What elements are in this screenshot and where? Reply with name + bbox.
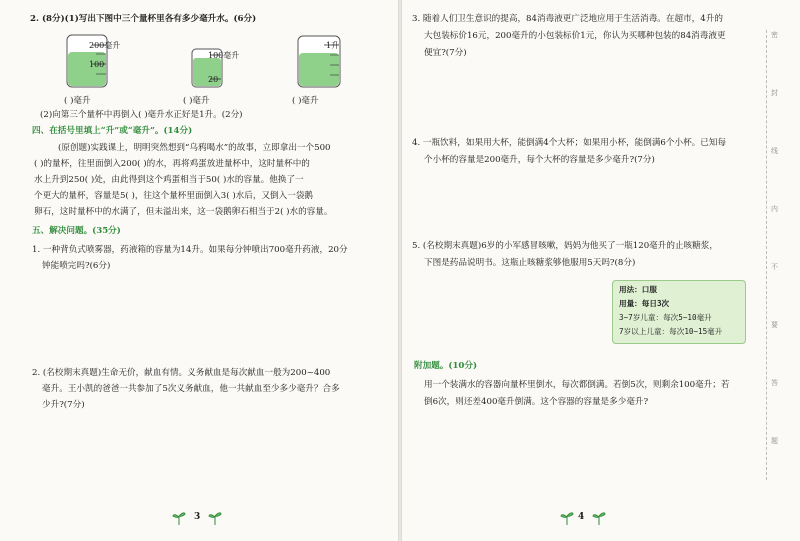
section-4-line-2: ( )的量杯，往里面倒入200( )的水，再将鸡蛋放进量杯中，这时量杯中的 <box>34 159 310 169</box>
side-char-7: 答 <box>771 379 778 387</box>
question-2-header: 2. (8分)(1)写出下图中三个量杯里各有多少毫升水。(6分) <box>30 14 257 24</box>
side-char-4: 内 <box>771 205 778 213</box>
extra-question-line-1: 用一个装满水的容器向量杯里倒水，每次都倒满。若倒5次，则剩余100毫升；若 <box>424 380 730 390</box>
beaker-1 <box>62 32 152 90</box>
beaker-2-mark-top: 100毫升 <box>208 51 240 60</box>
section-4-line-5: 卵石，这时量杯中的水满了，但未溢出来，这一袋鹅卵石相当于2( )水的容量。 <box>34 207 333 217</box>
question-3-line-3: 便宜?(7分) <box>424 48 467 58</box>
question-4-line-2: 个小杯的容量是200毫升，每个大杯的容量是多少毫升?(7分) <box>424 155 655 165</box>
beaker-2 <box>188 46 258 90</box>
side-char-2: 封 <box>771 89 778 97</box>
question-4-line-1: 4. 一瓶饮料，如果用大杯，能倒满4个大杯；如果用小杯，能倒满6个小杯。已知每 <box>412 138 727 148</box>
beaker-2-mark-bottom: 20 <box>208 75 219 84</box>
instruction-usage: 用法：口服 <box>619 285 657 294</box>
question-2-part-2: (2)向第三个量杯中再倒入( )毫升水正好是1升。(2分) <box>40 110 243 120</box>
beaker-3-mark-top: 1升 <box>326 41 340 50</box>
question-2b-line-3: 少升?(7分) <box>42 400 85 410</box>
section-4-line-1: (原创题)实践课上，明明突然想到“乌鸦喝水”的故事，立即拿出一个500 <box>58 143 331 153</box>
extra-question-line-2: 倒6次，则还差400毫升倒满。这个容器的容量是多少毫升? <box>424 397 649 407</box>
section-4-line-3: 水上升到250( )处，由此得到这个鸡蛋相当于50( )水的容量。他换了一 <box>34 175 304 185</box>
beaker-3-answer: ( )毫升 <box>292 96 319 106</box>
side-char-5: 不 <box>771 263 778 271</box>
section-5-title: 五、解决问题。(35分) <box>32 226 121 236</box>
instruction-age-7-plus: 7岁以上儿童：每次10~15毫升 <box>619 327 723 336</box>
question-1-line-1: 1. 一种背负式喷雾器，药液箱的容量为14升。如果每分钟喷出700毫升药液，20分 <box>32 245 348 255</box>
side-char-6: 要 <box>771 321 778 329</box>
section-4-line-4: 个更大的量杯，容量是5( )，往这个量杯里面倒入3( )水后，又倒入一袋鹅 <box>34 191 314 201</box>
section-4-title: 四、在括号里填上“升”或“毫升”。(14分) <box>32 126 193 136</box>
question-2b-line-1: 2. (名校期末真题)生命无价，献血有情。义务献血是每次献血一般为200~400 <box>32 368 331 378</box>
page-number-4: 4 <box>578 512 585 522</box>
beaker-1-mark-top: 200毫升 <box>89 41 121 50</box>
instruction-dosage: 用量：每日3次 <box>619 299 670 308</box>
sprout-icon <box>172 510 186 526</box>
side-char-3: 线 <box>771 147 778 155</box>
question-3-line-2: 大包装标价16元，200毫升的小包装标价1元，你认为买哪种包装的84消毒液更 <box>424 31 726 41</box>
question-3-line-1: 3. 随着人们卫生意识的提高，84消毒液更广泛地应用于生活消毒。在超市，4升的 <box>412 14 723 24</box>
medicine-instructions-box <box>612 280 746 344</box>
question-5-line-2: 下图是药品说明书。这瓶止咳糖浆够他服用5天吗?(8分) <box>424 258 636 268</box>
extra-question-title: 附加题。(10分) <box>414 361 478 371</box>
instruction-age-3-7: 3~7岁儿童：每次5~10毫升 <box>619 313 712 322</box>
question-2b-line-2: 毫升。王小凯的爸爸一共参加了5次义务献血，他一共献血至少多少毫升？合多 <box>42 384 340 394</box>
sprout-icon <box>560 510 574 526</box>
side-char-1: 密 <box>771 31 778 39</box>
sprout-icon <box>592 510 606 526</box>
question-1-line-2: 钟能喷完吗?(6分) <box>42 261 111 271</box>
beaker-1-answer: ( )毫升 <box>64 96 91 106</box>
page-number-3: 3 <box>194 512 201 522</box>
beaker-3 <box>294 33 364 90</box>
sprout-icon <box>208 510 222 526</box>
side-char-8: 题 <box>771 437 778 445</box>
binding-margin <box>766 30 781 480</box>
beaker-2-answer: ( )毫升 <box>183 96 210 106</box>
beaker-1-mark-mid: 100 <box>89 60 105 69</box>
right-page <box>402 0 800 541</box>
question-5-line-1: 5. (名校期末真题)6岁的小军感冒咳嗽，妈妈为他买了一瓶120毫升的止咳糖浆， <box>412 241 718 251</box>
